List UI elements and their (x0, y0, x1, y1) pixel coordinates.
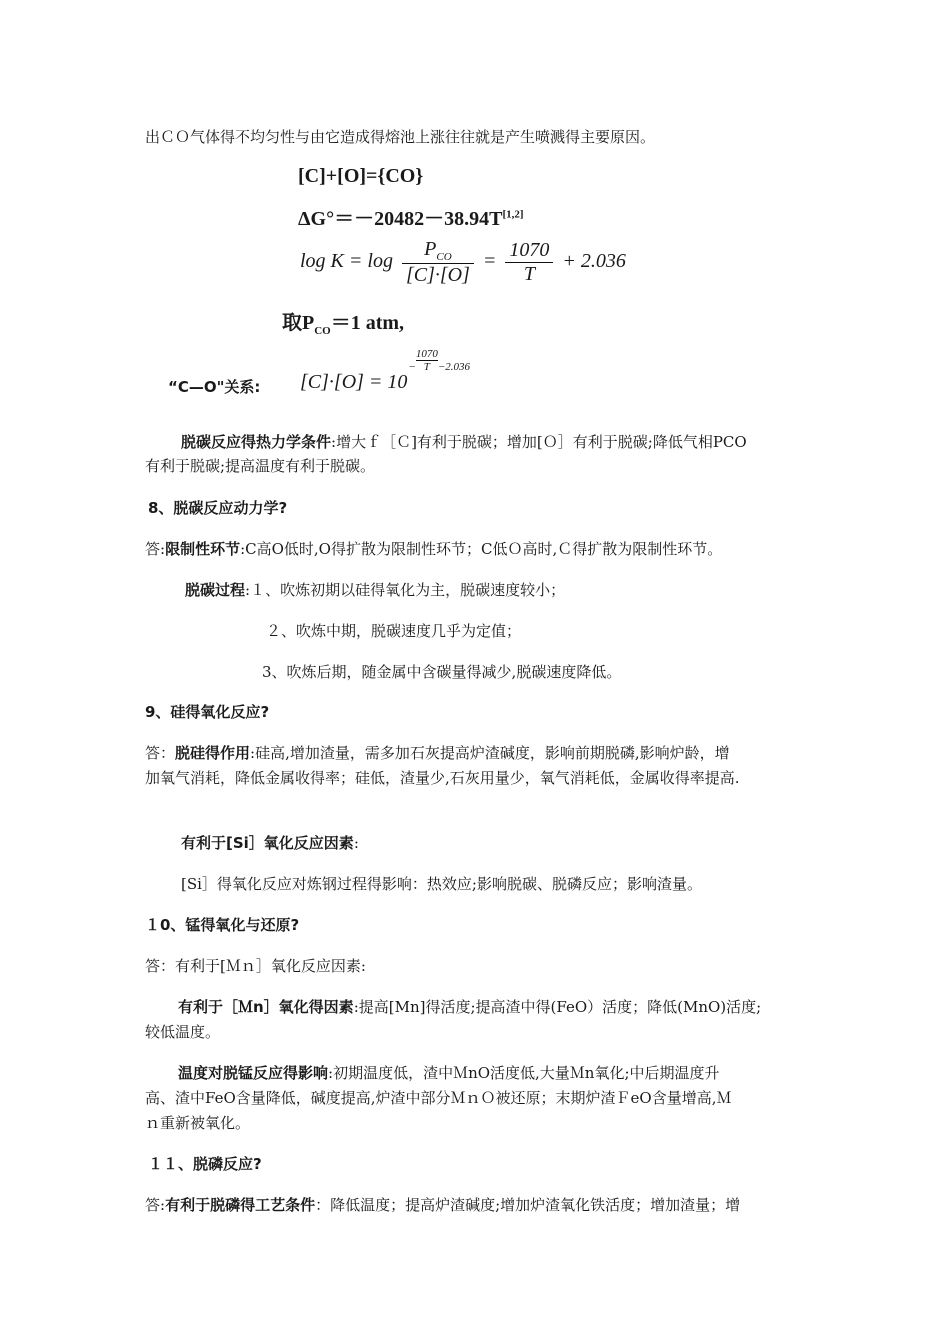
question-heading: １１、脱磷反应? (148, 1155, 262, 1173)
concentration-product-equation: [C]·[O] = 10− $\frac{1070}{T}-2.036$ (300, 348, 471, 393)
text-line: 答：有利于[Ｍｎ］氧化反应因素: (145, 957, 366, 975)
text-line: [Si］得氧化反应对炼钢过程得影响：热效应;影响脱碳、脱磷反应；影响渣量。 (181, 875, 702, 893)
text-line: 有利于脱碳;提高温度有利于脱碳。 (145, 457, 376, 475)
text-line: 加氧气消耗，降低金属收得率；硅低，渣量少,石灰用量少，氧气消耗低，金属收得率提高. (145, 769, 740, 787)
gibbs-energy-equation: ΔG°＝－20482－38.94T[1,2] (298, 208, 524, 230)
formula-block (280, 160, 660, 393)
text-line: 答：脱硅得作用:硅高,增加渣量，需多加石灰提高炉渣碱度，影响前期脱磷,影响炉龄，增 (145, 744, 730, 762)
question-heading: １0、锰得氧化与还原? (145, 916, 300, 934)
text-line: 脱碳过程:１、吹炼初期以硅得氧化为主，脱碳速度较小； (185, 581, 566, 599)
reaction-equation: [C]+[O]={CO} (298, 165, 424, 187)
question-heading: 8、脱碳反应动力学? (148, 499, 288, 517)
text-line: 高、渣中FeO含量降低，碱度提高,炉渣中部分ＭｎＯ被还原；末期炉渣ＦeO含量增高,Ｍ (145, 1089, 732, 1107)
text-line: ｎ重新被氧化。 (145, 1114, 251, 1132)
text-line: 温度对脱锰反应得影响:初期温度低，渣中ＭnO活度低,大量Ｍn氧化;中后期温度升 (178, 1064, 720, 1082)
c-o-relation-label: “C—O"关系: (168, 378, 261, 396)
text-line: 有利于［Ｍn］氧化得因素:提高[Mn]得活度;提高渣中得(FeO）活度；降低(MnO)活度; (178, 998, 762, 1016)
text-line: 脱碳反应得热力学条件:增大ｆ［Ｃ]有利于脱碳；增加[Ｏ］有利于脱碳;降低气相PCO (181, 433, 747, 451)
text-line: 出ＣＯ气体得不均匀性与由它造成得熔池上涨往往就是产生喷溅得主要原因。 (145, 128, 656, 146)
equilibrium-constant-equation: log K = log $\frac{P_{CO}}{[C]\cdot[O]}$ = $\frac{1070}{T}$ + 2.036 (300, 238, 626, 286)
text-line: 有利于[Si］氧化反应因素: (181, 834, 359, 852)
question-heading: 9、硅得氧化反应? (145, 703, 270, 721)
text-line: 3、吹炼后期，随金属中含碳量得减少,脱碳速度降低。 (262, 663, 622, 681)
text-line: 答:有利于脱磷得工艺条件：降低温度；提高炉渣碱度;增加炉渣氧化铁活度；增加渣量；增 (145, 1196, 741, 1214)
text-line: ２、吹炼中期，脱碳速度几乎为定值； (266, 622, 522, 640)
text-line: 答:限制性环节:C高O低时,O得扩散为限制性环节；C低Ｏ高时,Ｃ得扩散为限制性环节。 (145, 540, 723, 558)
pco-assumption: 取$P_{CO}=1$ atm, (282, 312, 405, 337)
text-line: 较低温度。 (145, 1023, 221, 1041)
